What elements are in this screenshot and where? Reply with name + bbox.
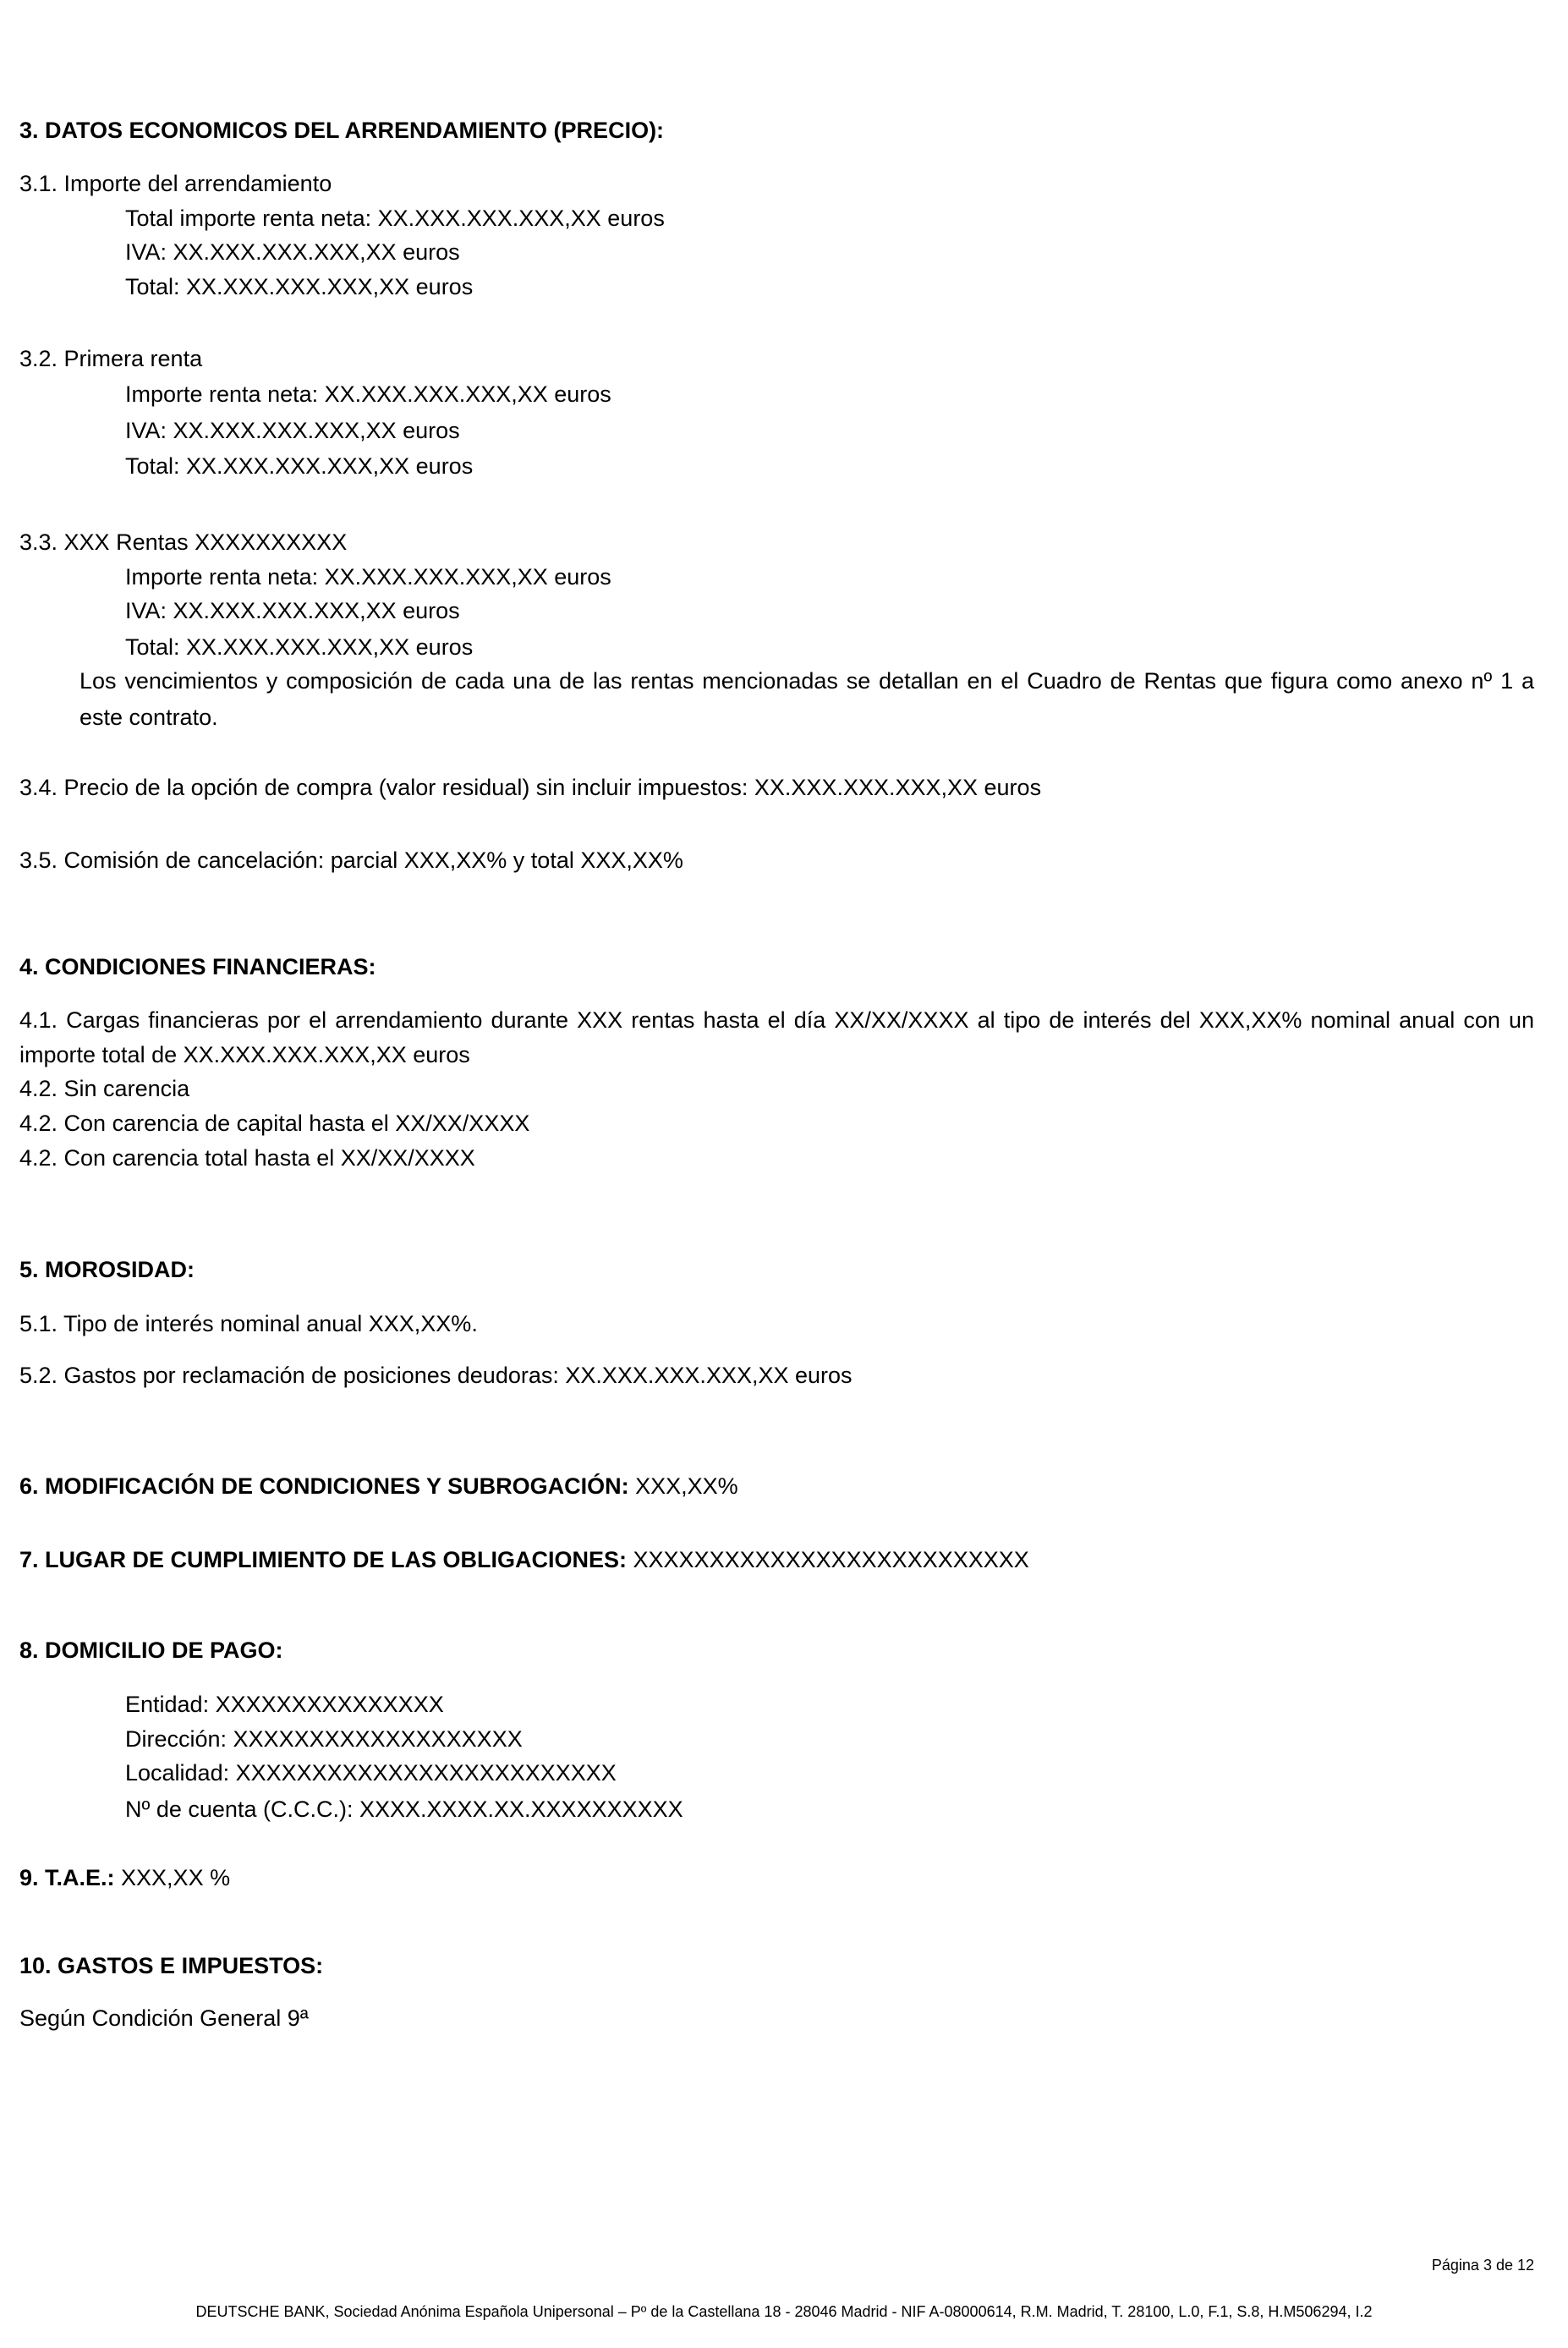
section-3-3-total: Total: XX.XXX.XXX.XXX,XX euros: [125, 634, 474, 660]
section-4-1: 4.1. Cargas financieras por el arrendamiento durante XXX rentas hasta el día XX/XX/XXXX al tipo de interés del XXX,XX% nominal anual con un importe total de XX.XXX.XXX.XXX,XX euros: [19, 1007, 1534, 1067]
section-3-2-total: Total: XX.XXX.XXX.XXX,XX euros: [125, 453, 474, 479]
section-4-2-a: 4.2. Sin carencia: [19, 1076, 190, 1101]
section-3-3-iva: IVA: XX.XXX.XXX.XXX,XX euros: [125, 598, 460, 623]
section-3-1-net: Total importe renta neta: XX.XXX.XXX.XXX,XX euros: [125, 206, 665, 231]
section-3-3-net: Importe renta neta: XX.XXX.XXX.XXX,XX euros: [125, 564, 611, 590]
section-4-2-c: 4.2. Con carencia total hasta el XX/XX/XXXX: [19, 1145, 475, 1171]
section-8-cuenta: Nº de cuenta (C.C.C.): XXXX.XXXX.XX.XXXXXXXXXX: [125, 1797, 683, 1822]
section-10-heading: 10. GASTOS E IMPUESTOS:: [19, 1953, 324, 1978]
section-9: [19, 1864, 230, 1891]
section-3-1-iva: IVA: XX.XXX.XXX.XXX,XX euros: [125, 239, 460, 265]
page-number: Página 3 de 12: [1431, 2257, 1534, 2274]
section-3-heading: 3. DATOS ECONOMICOS DEL ARRENDAMIENTO (PRECIO):: [19, 118, 665, 143]
section-3-4: 3.4. Precio de la opción de compra (valor residual) sin incluir impuestos: XX.XXX.XXX.XXX,XX euros: [19, 775, 1042, 800]
section-5-heading: 5. MOROSIDAD:: [19, 1257, 195, 1282]
section-5-2: 5.2. Gastos por reclamación de posiciones deudoras: XX.XXX.XXX.XXX,XX euros: [19, 1363, 853, 1388]
section-5-1: 5.1. Tipo de interés nominal anual XXX,XX%.: [19, 1311, 478, 1336]
section-7: [19, 1546, 1029, 1573]
section-3-2-net: Importe renta neta: XX.XXX.XXX.XXX,XX euros: [125, 381, 611, 407]
section-8-direccion: Dirección: XXXXXXXXXXXXXXXXXXX: [125, 1726, 523, 1752]
section-4-2-b: 4.2. Con carencia de capital hasta el XX/XX/XXXX: [19, 1111, 530, 1136]
section-3-1-total: Total: XX.XXX.XXX.XXX,XX euros: [125, 274, 474, 299]
section-8-entidad: Entidad: XXXXXXXXXXXXXXX: [125, 1692, 444, 1717]
footer-legal-text: DEUTSCHE BANK, Sociedad Anónima Española Unipersonal – Pº de la Castellana 18 - 28046 Madrid - NIF A-08000614, R.M. Madrid, T. 28100, L.0, F.1, S.8, H.M506294, I.2: [195, 2303, 1373, 2320]
section-3-2-title: 3.2. Primera renta: [19, 346, 203, 371]
section-6: [19, 1473, 738, 1500]
section-3-1-title: 3.1. Importe del arrendamiento: [19, 171, 332, 196]
section-3-3-note: Los vencimientos y composición de cada una de las rentas mencionadas se detallan en el Cuadro de Rentas que figura como anexo nº 1 a este contrato.: [79, 668, 1534, 730]
section-3-2-iva: IVA: XX.XXX.XXX.XXX,XX euros: [125, 418, 460, 443]
section-9-value: XXX,XX %: [114, 1865, 231, 1890]
section-8-localidad: Localidad: XXXXXXXXXXXXXXXXXXXXXXXXX: [125, 1760, 617, 1786]
section-3-3-title: 3.3. XXX Rentas XXXXXXXXXX: [19, 529, 348, 555]
section-8-heading: 8. DOMICILIO DE PAGO:: [19, 1638, 283, 1663]
section-6-label: 6. MODIFICACIÓN DE CONDICIONES Y SUBROGACIÓN:: [19, 1473, 629, 1499]
section-6-value: XXX,XX%: [628, 1473, 738, 1499]
section-10-text: Según Condición General 9ª: [19, 2005, 309, 2031]
section-7-value: XXXXXXXXXXXXXXXXXXXXXXXXXX: [627, 1547, 1029, 1572]
section-7-label: 7. LUGAR DE CUMPLIMIENTO DE LAS OBLIGACIONES:: [19, 1547, 628, 1572]
section-9-label: 9. T.A.E.:: [19, 1865, 115, 1890]
section-4-heading: 4. CONDICIONES FINANCIERAS:: [19, 954, 376, 979]
section-3-5: 3.5. Comisión de cancelación: parcial XXX,XX% y total XXX,XX%: [19, 848, 683, 873]
